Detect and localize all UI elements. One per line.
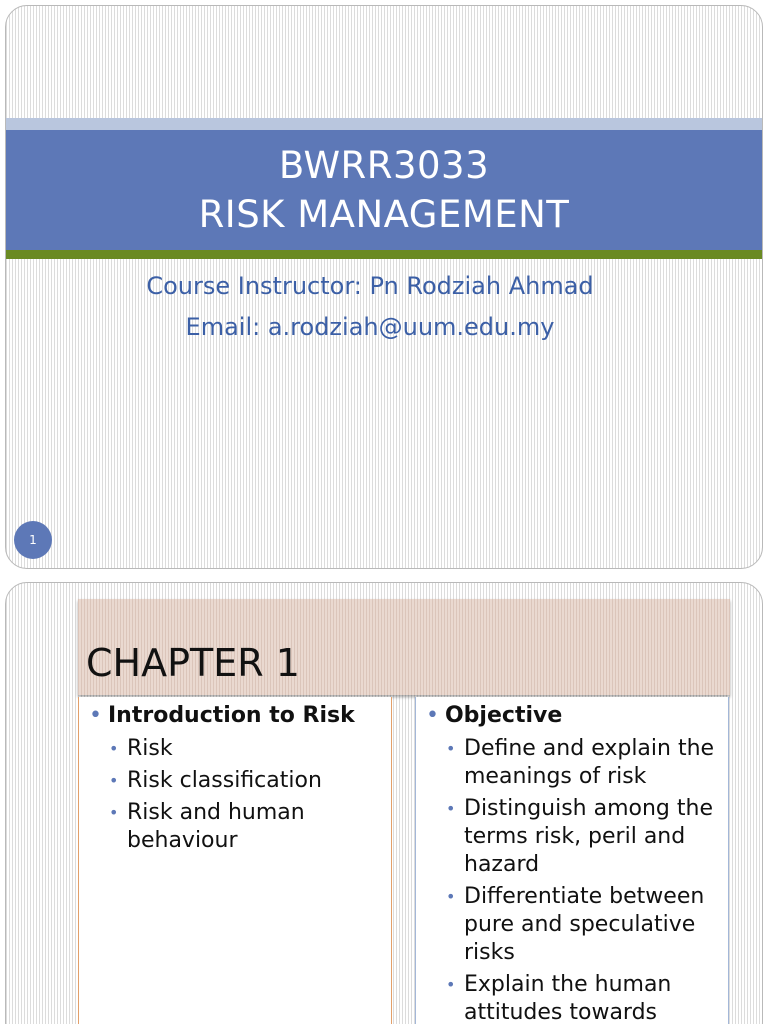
bullet-icon: •: [89, 703, 102, 728]
list-item: • Differentiate between pure and speculative risks: [446, 884, 705, 965]
slide-number-badge: 1: [14, 521, 52, 559]
course-title: RISK MANAGEMENT: [198, 193, 570, 236]
bullet-icon: •: [446, 975, 456, 994]
right-column: [415, 697, 729, 1024]
list-item: • Risk: [109, 736, 173, 761]
bullet-icon: •: [446, 799, 456, 818]
bullet-icon: •: [109, 803, 119, 822]
left-list: [109, 735, 389, 859]
instructor-email: Email: a.rodziah@uum.edu.my: [185, 313, 555, 341]
list-item: • Explain the human attitudes towards: [446, 972, 672, 1024]
list-item: • Distinguish among the terms risk, peril and hazard: [446, 796, 713, 877]
course-instructor: Course Instructor: Pn Rodziah Ahmad: [146, 272, 594, 300]
list-item: • Risk classification: [109, 768, 322, 793]
right-heading-text: Objective: [444, 703, 563, 728]
bullet-icon: •: [109, 739, 119, 758]
title-band-top: [6, 118, 762, 130]
bullet-icon: •: [426, 703, 439, 728]
course-code: BWRR3033: [278, 144, 490, 187]
left-heading: [89, 703, 355, 728]
list-item: • Define and explain the meanings of risk: [446, 736, 715, 789]
list-item: • Risk and human behaviour: [109, 800, 305, 853]
chapter-header: [78, 599, 730, 695]
left-heading-text: Introduction to Risk: [107, 703, 355, 728]
chapter-title: CHAPTER 1: [86, 641, 300, 685]
slide-1: [5, 5, 763, 569]
title-band-bottom: [6, 250, 762, 259]
bullet-icon: •: [446, 739, 456, 758]
slide-2: [5, 582, 763, 1024]
right-list: [446, 735, 726, 1024]
left-column: [78, 697, 392, 1024]
bullet-icon: •: [446, 887, 456, 906]
right-heading: [426, 703, 562, 728]
bullet-icon: •: [109, 771, 119, 790]
